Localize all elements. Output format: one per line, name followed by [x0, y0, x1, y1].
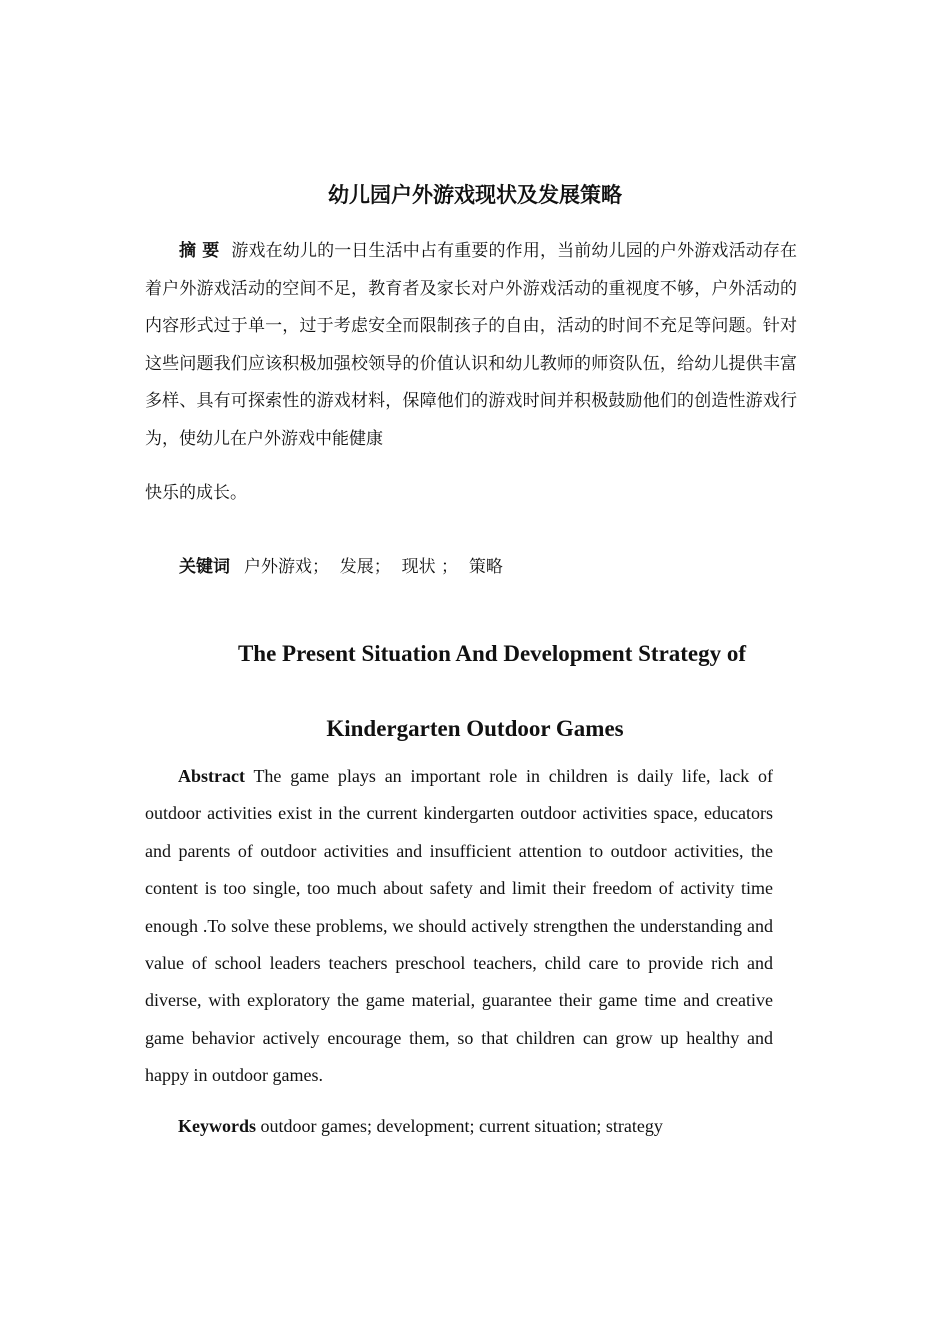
chinese-abstract-tail: 快乐的成长。 — [145, 483, 247, 503]
english-keywords-label: Keywords — [178, 1116, 256, 1136]
english-keywords-text: outdoor games; development; current situation; strategy — [260, 1116, 663, 1136]
chinese-keywords-label: 关键词 — [179, 557, 230, 577]
chinese-abstract — [145, 233, 797, 513]
chinese-keywords — [179, 551, 799, 583]
english-keywords — [178, 1110, 798, 1142]
chinese-title: 幼儿园户外游戏现状及发展策略 — [328, 183, 622, 207]
english-abstract-text: The game plays an important role in children is daily life, lack of outdoor activities exist in the current kindergarten outdoor activities space, educators and parents of outdoor activities and insufficient attention to outdoor activities, the content is too single, too much about safety and limit their freedom of activity time enough .To solve these problems, we should actively strengthen the understanding and value of school leaders teachers preschool teachers, child care to provide rich and diverse, with exploratory the game material, guarantee their game time and creative game behavior actively encourage them, so that children can grow up healthy and happy in outdoor games. — [145, 766, 773, 1086]
english-title-line-1: The Present Situation And Development Strategy of — [237, 641, 747, 666]
english-abstract-label: Abstract — [178, 766, 245, 786]
english-abstract — [145, 758, 773, 1095]
chinese-abstract-label: 摘 要 — [179, 241, 220, 261]
english-title — [0, 616, 950, 766]
english-title-line-2: Kindergarten Outdoor Games — [326, 716, 624, 741]
chinese-keywords-text: 户外游戏； 发展； 现状 ； 策略 — [244, 557, 503, 577]
chinese-abstract-text: 游戏在幼儿的一日生活中占有重要的作用，当前幼儿园的户外游戏活动存在着户外游戏活动的空间不足，教育者及家长对户外游戏活动的重视度不够，户外活动的内容形式过于单一，过于考虑安全而限制孩子的自由，活动的时间不充足等问题。针对这些问题我们应该积极加强校领导的价值认识和幼儿教师的师资队伍，给幼儿提供丰富多样、具有可探索性的游戏材料，保障他们的游戏时间并积极鼓励他们的创造性游戏行为，使幼儿在户外游戏中能健康 — [145, 241, 798, 449]
